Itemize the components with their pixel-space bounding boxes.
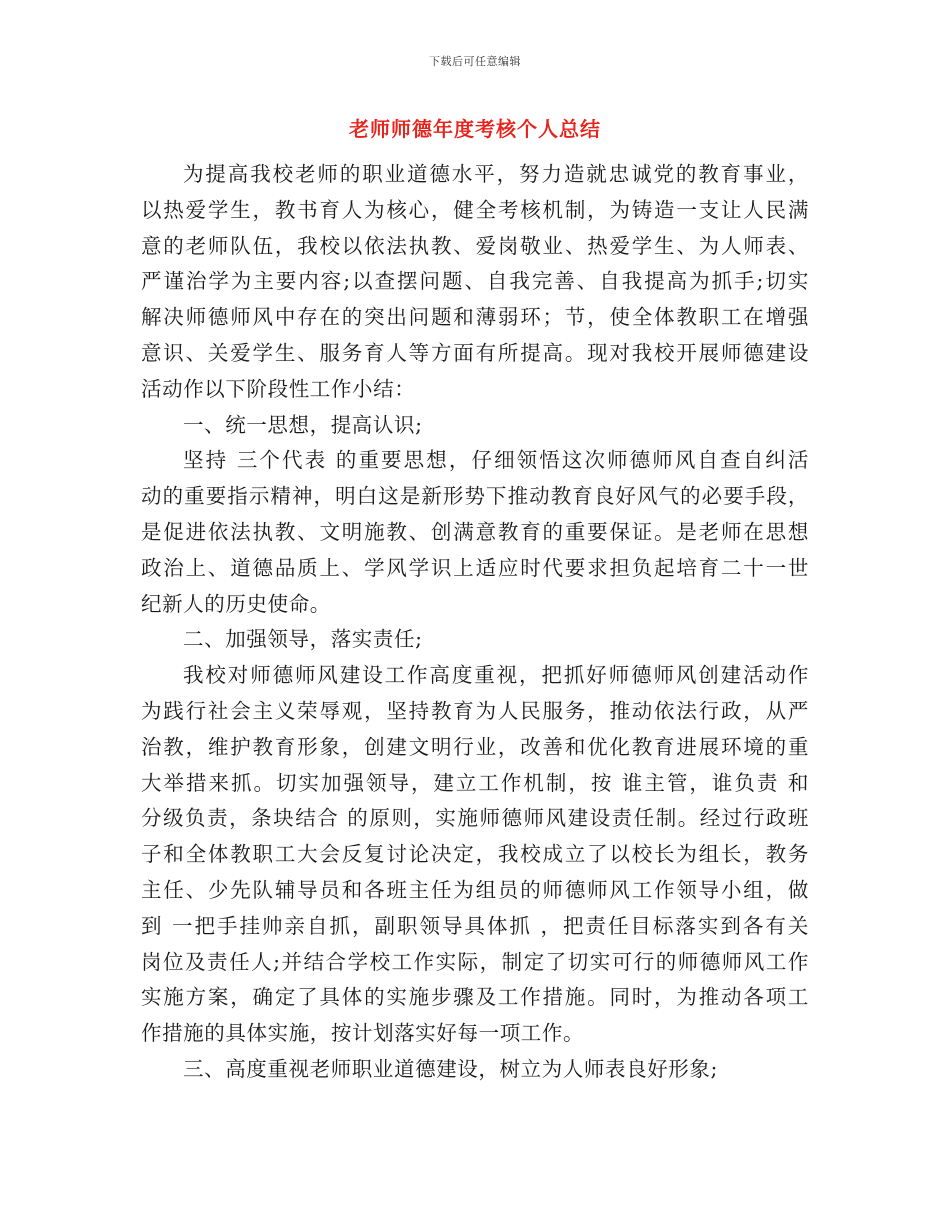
- paragraph-line: 严谨治学为主要内容;以查摆问题、自我完善、自我提高为抓手;切实: [141, 269, 809, 294]
- paragraph-line: 分级负责，条块结合 的原则，实施师德师风建设责任制。经过行政班: [141, 806, 809, 831]
- paragraph-line: 解决师德师风中存在的突出问题和薄弱环；节，使全体教职工在增强: [141, 305, 809, 330]
- paragraph-line: 到 一把手挂帅亲自抓，副职领导具体抓 ，把责任目标落实到各有关: [141, 913, 809, 938]
- paragraph-line: 动的重要指示精神，明白这是新形势下推动教育良好风气的必要手段，: [141, 484, 809, 509]
- paragraph-line: 政治上、道德品质上、学风学识上适应时代要求担负起培育二十一世: [141, 555, 809, 580]
- paragraph-line: 一、统一思想，提高认识;: [183, 412, 423, 437]
- paragraph-line: 作措施的具体实施，按计划落实好每一项工作。: [141, 1021, 585, 1046]
- header-note: 下载后可任意编辑: [429, 55, 521, 68]
- document-body: [141, 157, 809, 1088]
- paragraph-line: 治教，维护教育形象，创建文明行业，改善和优化教育进展环境的重: [141, 734, 809, 759]
- paragraph-line: 意识、关爱学生、服务育人等方面有所提高。现对我校开展师德建设: [141, 340, 809, 365]
- paragraph-line: 岗位及责任人;并结合学校工作实际，制定了切实可行的师德师风工作: [141, 949, 809, 974]
- paragraph-line: 我校对师德师风建设工作高度重视，把抓好师德师风创建活动作: [183, 663, 809, 688]
- paragraph-line: 是促进依法执教、文明施教、创满意教育的重要保证。是老师在思想: [141, 519, 809, 544]
- paragraph-line: 子和全体教职工大会反复讨论决定，我校成立了以校长为组长，教务: [141, 842, 809, 867]
- paragraph-line: 主任、少先队辅导员和各班主任为组员的师德师风工作领导小组，做: [141, 877, 809, 902]
- paragraph-line: 大举措来抓。切实加强领导，建立工作机制，按 谁主管，谁负责 和: [141, 770, 809, 795]
- paragraph-line: 坚持 三个代表 的重要思想，仔细领悟这次师德师风自查自纠活: [183, 448, 809, 473]
- paragraph-line: 二、加强领导，落实责任;: [183, 627, 423, 652]
- paragraph-line: 纪新人的历史使命。: [141, 591, 331, 616]
- paragraph-line: 为践行社会主义荣辱观，坚持教育为人民服务，推动依法行政，从严: [141, 698, 809, 723]
- document-title: 老师师德年度考核个人总结: [349, 117, 601, 141]
- paragraph-line: 意的老师队伍，我校以依法执教、爱岗敬业、热爱学生、为人师表、: [141, 233, 809, 258]
- paragraph-line: 为提高我校老师的职业道德水平，努力造就忠诚党的教育事业，: [183, 162, 809, 186]
- paragraph-line: 三、高度重视老师职业道德建设，树立为人师表良好形象;: [183, 1056, 719, 1081]
- paragraph-line: 活动作以下阶段性工作小结：: [141, 376, 416, 401]
- paragraph-line: 实施方案，确定了具体的实施步骤及工作措施。同时，为推动各项工: [141, 985, 809, 1010]
- paragraph-line: 以热爱学生，教书育人为核心，健全考核机制，为铸造一支让人民满: [141, 197, 809, 222]
